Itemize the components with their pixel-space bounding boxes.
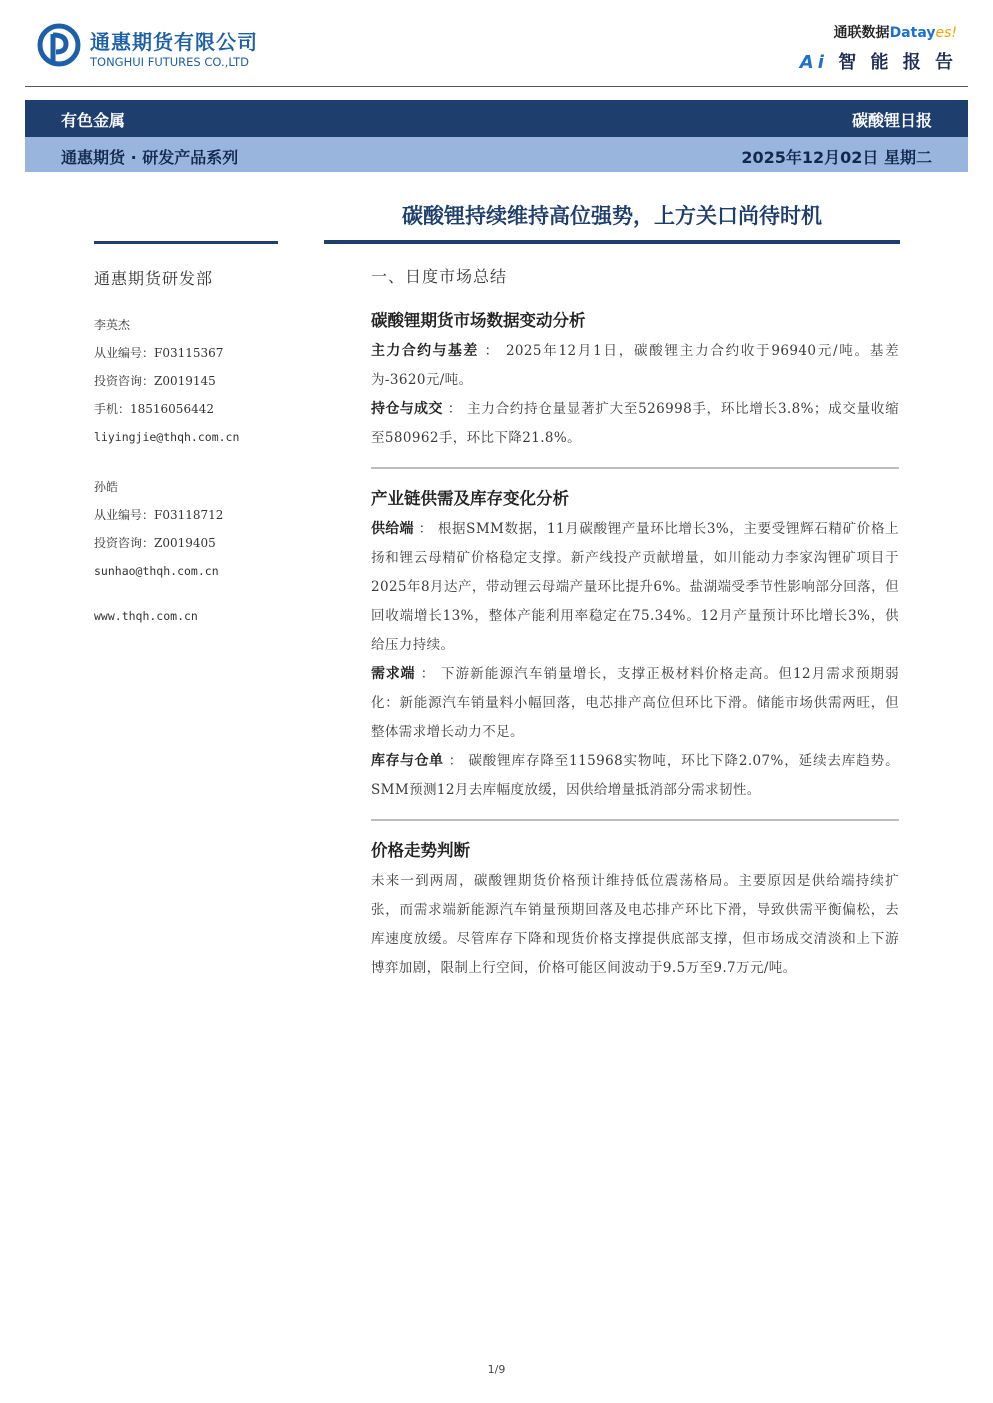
- section-divider: [371, 467, 899, 469]
- paragraph: [371, 395, 899, 453]
- partner-logo: [800, 22, 957, 42]
- paragraph-label: 需求端: [371, 666, 416, 682]
- subsection-heading: 价格走势判断: [371, 841, 470, 860]
- company-name-en: TONGHUI FUTURES CO.,LTD: [90, 55, 250, 69]
- section-divider: [371, 819, 899, 821]
- partner-yes: es!: [935, 25, 957, 41]
- dept-name: 通惠期货研发部: [94, 269, 214, 288]
- company-logo: [36, 22, 276, 76]
- analyst-name: 孙皓: [94, 480, 119, 494]
- paragraph-text: ： 下游新能源汽车销量增长，支撑正极材料价格走高。但12月需求预期弱化：新能源汽车销量料小幅回落，电芯排产高位但环比下滑。储能市场供需两旺，但整体需求增长动力不足。: [371, 666, 899, 740]
- analyst-license: 从业编号：F03115367: [94, 346, 224, 360]
- series-band: [25, 137, 968, 172]
- subsection-heading: 产业链供需及库存变化分析: [371, 489, 569, 508]
- category-label: 有色金属: [61, 111, 126, 130]
- paragraph-text: ： 碳酸锂库存降至115968实物吨，环比下降2.07%，延续去库趋势。SMM预测12月去库幅度放缓，因供给增量抵消部分需求韧性。: [371, 753, 899, 798]
- website-link[interactable]: www.thqh.com.cn: [94, 609, 198, 623]
- company-name-cn: 通惠期货有限公司: [90, 30, 258, 54]
- paragraph: [371, 660, 899, 747]
- report-name: 碳酸锂日报: [851, 111, 932, 130]
- ai-report-label: [800, 48, 957, 74]
- paragraph: [371, 515, 899, 660]
- company-logo-icon: [36, 22, 82, 68]
- analyst-email[interactable]: sunhao@thqh.com.cn: [94, 564, 219, 578]
- series-label: 通惠期货 · 研发产品系列: [61, 148, 239, 167]
- analyst-email[interactable]: liyingjie@thqh.com.cn: [94, 430, 240, 444]
- sidebar-rule: [94, 241, 278, 244]
- partner-datay: Datay: [889, 25, 936, 41]
- page-title: 碳酸锂持续维持高位强势，上方关口尚待时机: [402, 204, 822, 228]
- title-rule: [324, 240, 900, 244]
- subsection-heading: 碳酸锂期货市场数据变动分析: [371, 311, 586, 330]
- paragraph: [371, 337, 899, 395]
- paragraph-text: ： 主力合约持仓量显著扩大至526998手，环比增长3.8%；成交量收缩至580962手，环比下降21.8%。: [371, 401, 899, 446]
- paragraph-text: ： 2025年12月1日，碳酸锂主力合约收于96940元/吨。基差为-3620元/吨。: [371, 343, 899, 388]
- analyst-name: 李英杰: [94, 318, 131, 332]
- analyst-license: 从业编号：F03118712: [94, 508, 224, 522]
- analyst-consult: 投资咨询：Z0019405: [94, 536, 216, 550]
- main-content: [371, 264, 899, 983]
- paragraph-text: ： 根据SMM数据，11月碳酸锂产量环比增长3%，主要受锂辉石精矿价格上扬和锂云母精矿价格稳定支撑。新产线投产贡献增量，如川能动力李家沟锂矿项目于2025年8月达产，带动锂云母端产量环比提升6%。盐湖端受季节性影响部分回落，但回收端增长13%，整体产能利用率稳定在75.34%。12月产量预计环比增长3%，供给压力持续。: [371, 521, 900, 653]
- section-heading: 一、日度市场总结: [371, 267, 508, 286]
- ai-mark: Ai: [799, 52, 828, 73]
- ai-report-text: 智 能 报 告: [838, 52, 957, 73]
- header-divider: [25, 86, 968, 87]
- page-number: 1/9: [487, 1363, 506, 1376]
- paragraph-label: 库存与仓单: [371, 753, 444, 769]
- sidebar: [94, 266, 314, 630]
- paragraph-text: 未来一到两周，碳酸锂期货价格预计维持低位震荡格局。主要原因是供给端持续扩张，而需求端新能源汽车销量预期回落及电芯排产环比下滑，导致供需平衡偏松，去库速度放缓。尽管库存下降和现货价格支撑提供底部支撑，但市场成交清淡和上下游博弈加剧，限制上行空间，价格可能区间波动于9.5万至9.7万元/吨。: [371, 873, 899, 976]
- partner-brand: [800, 22, 957, 74]
- paragraph: [371, 747, 899, 805]
- paragraph-label: 供给端: [371, 521, 414, 537]
- category-band: [25, 100, 968, 137]
- paragraph-label: 主力合约与基差: [371, 343, 479, 359]
- analyst-consult: 投资咨询：Z0019145: [94, 374, 216, 388]
- paragraph-label: 持仓与成交: [371, 401, 443, 417]
- partner-prefix: 通联数据: [833, 25, 890, 41]
- report-date: 2025年12月02日 星期二: [741, 148, 932, 167]
- analyst-phone: 手机：18516056442: [94, 402, 214, 416]
